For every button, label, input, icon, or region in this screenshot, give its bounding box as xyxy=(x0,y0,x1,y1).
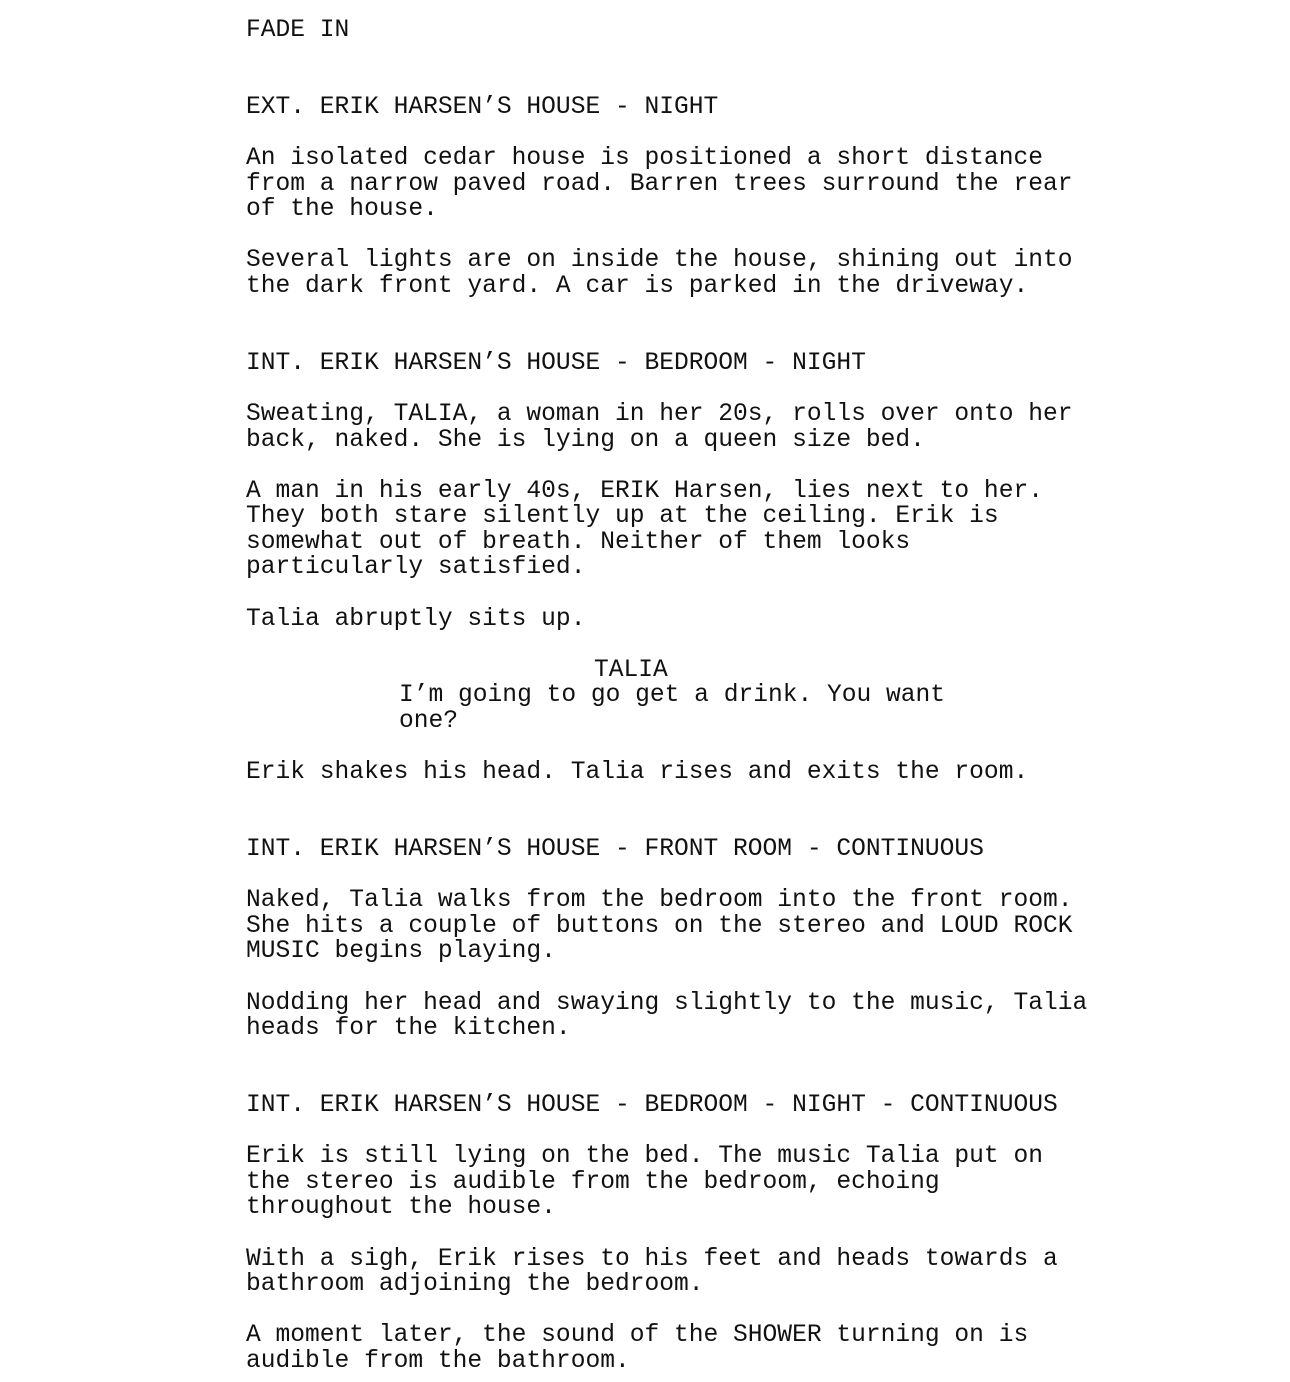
action-line: the stereo is audible from the bedroom, echoing xyxy=(246,1168,940,1196)
action-line: particularly satisfied. xyxy=(246,554,586,582)
action-line: A man in his early 40s, ERIK Harsen, lies next to her. xyxy=(246,477,1043,505)
action-line: Erik is still lying on the bed. The music Talia put on xyxy=(246,1143,1043,1171)
action-line: audible from the bathroom. xyxy=(246,1347,630,1375)
screenplay-page xyxy=(246,18,1256,1374)
action-line: heads for the kitchen. xyxy=(246,1015,571,1043)
dialogue-line: one? xyxy=(399,708,459,736)
action-paragraph xyxy=(246,888,1256,965)
action-line: the dark front yard. A car is parked in the driveway. xyxy=(246,272,1029,300)
action-line: throughout the house. xyxy=(246,1194,556,1222)
action-paragraph xyxy=(246,146,1256,223)
action-paragraph xyxy=(246,1144,1256,1221)
action-line: from a narrow paved road. Barren trees surround the rear xyxy=(246,170,1073,198)
action-line: of the house. xyxy=(246,196,438,224)
spacer xyxy=(246,965,1256,991)
spacer xyxy=(246,1042,1256,1068)
spacer xyxy=(246,632,1256,658)
action-paragraph xyxy=(246,1247,1256,1298)
action-line: Talia abruptly sits up. xyxy=(246,605,586,633)
scene-heading: INT. ERIK HARSEN’S HOUSE - FRONT ROOM - CONTINUOUS xyxy=(246,836,984,863)
transition: FADE IN xyxy=(246,17,350,44)
dialogue-block xyxy=(246,683,1256,734)
action-paragraph xyxy=(246,248,1256,299)
scene-heading: INT. ERIK HARSEN’S HOUSE - BEDROOM - NIGHT - CONTINUOUS xyxy=(246,1091,1058,1119)
action-line: They both stare silently up at the ceiling. Erik is xyxy=(246,503,999,531)
spacer xyxy=(246,1119,1256,1145)
spacer xyxy=(246,811,1256,837)
action-line: With a sigh, Erik rises to his feet and heads towards a xyxy=(246,1245,1058,1273)
spacer xyxy=(246,325,1256,351)
action-line: MUSIC begins playing. xyxy=(246,938,556,966)
spacer xyxy=(246,1221,1256,1247)
spacer xyxy=(246,120,1256,146)
action-line: Sweating, TALIA, a woman in her 20s, rolls over onto her xyxy=(246,400,1073,428)
action-line: She hits a couple of buttons on the stereo and LOUD ROCK xyxy=(246,912,1073,940)
action-line: An isolated cedar house is positioned a short distance xyxy=(246,144,1043,172)
action-line: bathroom adjoining the bedroom. xyxy=(246,1271,704,1299)
action-paragraph xyxy=(246,991,1256,1042)
dialogue-line: I’m going to go get a drink. You want xyxy=(399,682,946,710)
character-name: TALIA xyxy=(594,656,668,684)
spacer xyxy=(246,453,1256,479)
action-line: back, naked. She is lying on a queen size bed. xyxy=(246,426,925,454)
spacer xyxy=(246,786,1256,812)
spacer xyxy=(246,44,1256,70)
action-paragraph xyxy=(246,479,1256,581)
spacer xyxy=(246,300,1256,326)
scene-heading: EXT. ERIK HARSEN’S HOUSE - NIGHT xyxy=(246,93,719,121)
spacer xyxy=(246,863,1256,889)
action-line: somewhat out of breath. Neither of them looks xyxy=(246,528,911,556)
spacer xyxy=(246,735,1256,761)
action-line: Naked, Talia walks from the bedroom into the front room. xyxy=(246,887,1073,915)
action-line: Erik shakes his head. Talia rises and exits the room. xyxy=(246,759,1029,787)
spacer xyxy=(246,1067,1256,1093)
spacer xyxy=(246,69,1256,95)
spacer xyxy=(246,223,1256,249)
action-paragraph xyxy=(246,402,1256,453)
action-line: Several lights are on inside the house, shining out into xyxy=(246,247,1073,275)
scene-heading: INT. ERIK HARSEN’S HOUSE - BEDROOM - NIGHT xyxy=(246,349,866,377)
action-line: Nodding her head and swaying slightly to the music, Talia xyxy=(246,989,1088,1017)
action-paragraph xyxy=(246,1323,1256,1374)
action-line: A moment later, the sound of the SHOWER turning on is xyxy=(246,1322,1029,1350)
spacer xyxy=(246,581,1256,607)
spacer xyxy=(246,376,1256,402)
spacer xyxy=(246,1298,1256,1324)
